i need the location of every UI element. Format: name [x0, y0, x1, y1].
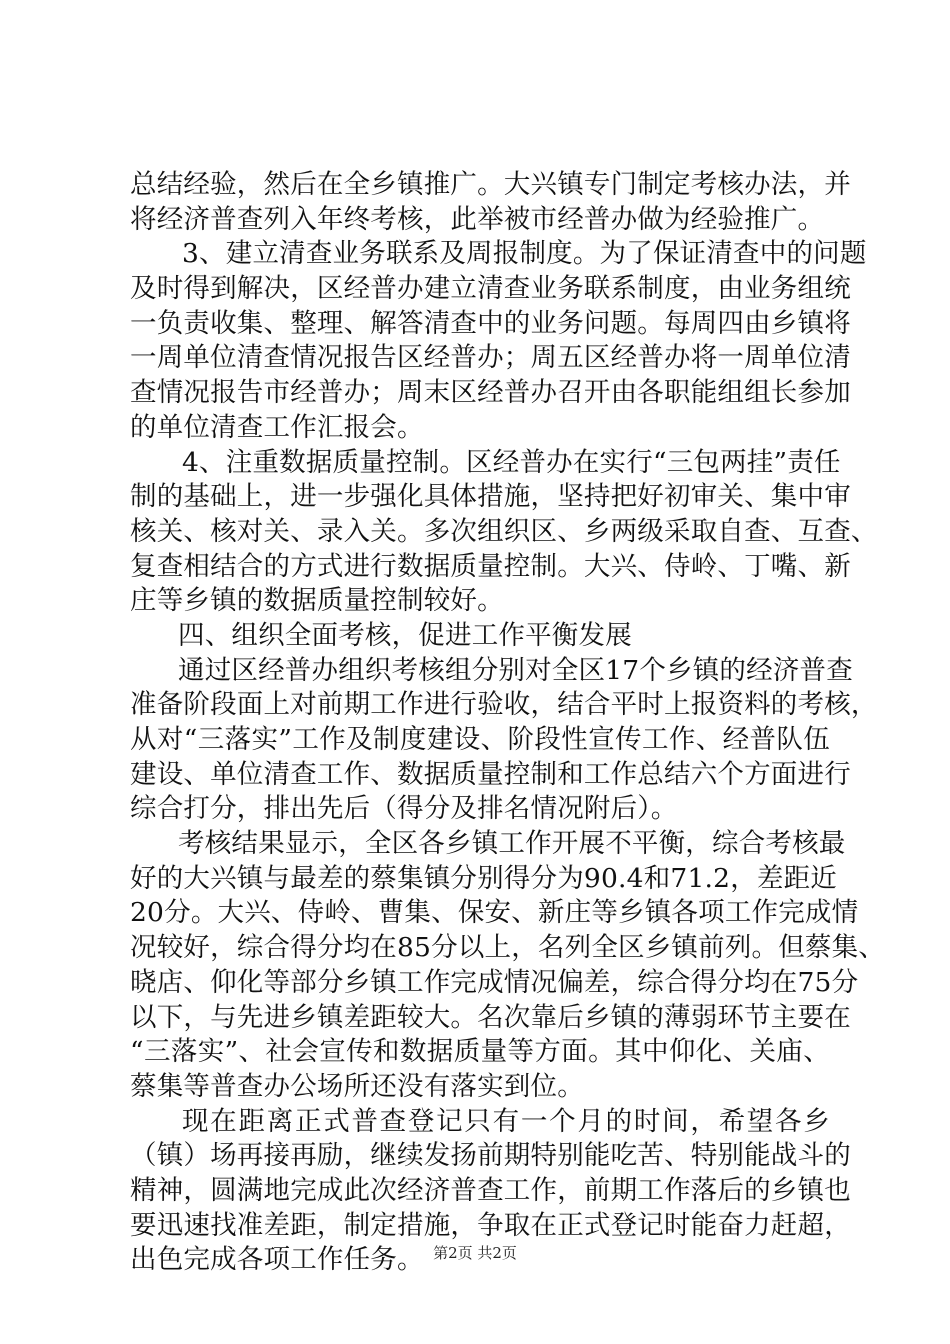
text-line: 以下，与先进乡镇差距较大。名次靠后乡镇的薄弱环节主要在 [130, 1001, 851, 1033]
text-line: 蔡集等普查办公场所还没有落实到位。 [130, 1070, 584, 1102]
text-line: 从对“三落实”工作及制度建设、阶段性宣传工作、经普队伍 [130, 724, 830, 755]
page-number-footer: 第2页 共2页 [433, 1244, 517, 1262]
text-line: 将经济普查列入年终考核，此举被市经普办做为经验推广。 [130, 203, 825, 235]
text-line: 考核结果显示，全区各乡镇工作开展不平衡，综合考核最 [178, 828, 846, 860]
text-line: 精神，圆满地完成此次经济普查工作，前期工作落后的乡镇也 [130, 1174, 851, 1206]
text-line: （镇）场再接再励，继续发扬前期特别能吃苦、特别能战斗的 [130, 1140, 851, 1172]
text-line: 建设、单位清查工作、数据质量控制和工作总结六个方面进行 [130, 758, 851, 790]
text-line: “三落实”、社会宣传和数据质量等方面。其中仰化、关庙、 [130, 1036, 830, 1068]
text-line: 复查相结合的方式进行数据质量控制。大兴、侍岭、丁嘴、新 [130, 550, 851, 582]
text-line: 及时得到解决，区经普办建立清查业务联系制度，由业务组统 [130, 273, 851, 305]
text-line: 4、注重数据质量控制。区经普办在实行“三包两挂”责任 [182, 446, 841, 478]
text-line: 的单位清查工作汇报会。 [130, 411, 424, 443]
text-line: 晓店、仰化等部分乡镇工作完成情况偏差，综合得分均在75分 [130, 966, 859, 998]
text-line: 综合打分，排出先后（得分及排名情况附后）。 [130, 793, 678, 825]
text-line: 3、建立清查业务联系及周报制度。为了保证清查中的问题 [182, 238, 867, 270]
text-line: 一周单位清查情况报告区经普办；周五区经普办将一周单位清 [130, 342, 851, 374]
text-line: 核关、核对关、录入关。多次组织区、乡两级采取自查、互查、 [130, 515, 878, 547]
text-line: 通过区经普办组织考核组分别对全区17个乡镇的经济普查 [178, 654, 853, 686]
text-line: 20分。大兴、侍岭、曹集、保安、新庄等乡镇各项工作完成情 [130, 897, 859, 929]
text-line: 好的大兴镇与最差的蔡集镇分别得分为90.4和71.2，差距近 [130, 862, 838, 894]
text-line: 制的基础上，进一步强化具体措施，坚持把好初审关、集中审 [130, 481, 851, 513]
text-line: 要迅速找准差距，制定措施，争取在正式登记时能奋力赶超， [130, 1209, 851, 1241]
text-line: 况较好，综合得分均在85分以上，名列全区乡镇前列。但蔡集、 [130, 932, 886, 964]
text-line: 庄等乡镇的数据质量控制较好。 [130, 585, 504, 617]
text-line: 查情况报告市经普办；周末区经普办召开由各职能组组长参加 [130, 377, 851, 409]
text-line: 准备阶段面上对前期工作进行验收，结合平时上报资料的考核， [130, 689, 878, 721]
document-body [130, 168, 886, 1278]
text-line: 总结经验，然后在全乡镇推广。大兴镇专门制定考核办法，并 [130, 169, 851, 200]
text-line: 出色完成各项工作任务。 [130, 1244, 424, 1276]
text-line: 一负责收集、整理、解答清查中的业务问题。每周四由乡镇将 [130, 307, 851, 339]
section-heading: 四、组织全面考核，促进工作平衡发展 [178, 619, 632, 651]
text-line: 现在距离正式普查登记只有一个月的时间，希望各乡 [182, 1105, 830, 1137]
